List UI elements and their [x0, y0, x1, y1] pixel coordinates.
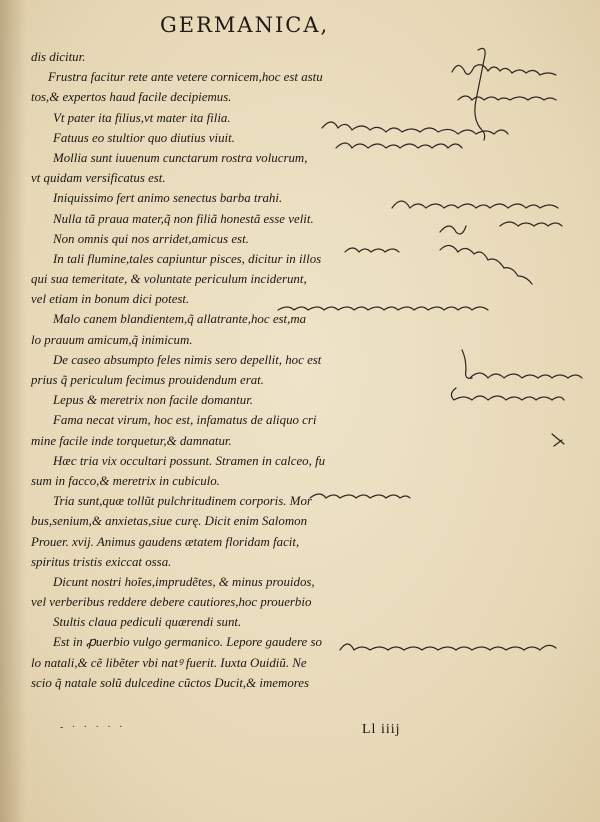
text-line: vel etiam in bonum dici potest.: [31, 292, 190, 307]
text-line: Dicunt nostri hoĩes,imprudẽtes, & minus prouidos,: [53, 574, 315, 589]
text-line: Frustra facitur rete ante vetere cornicem,hoc est astu: [48, 70, 323, 85]
marginal-note-13: [340, 644, 556, 650]
text-line: qui sua temeritate, & voluntate periculum inciderunt,: [31, 272, 307, 287]
text-line: vt quidam versificatus est.: [31, 171, 166, 186]
text-line: De caseo absumpto feles nimis sero depellit, hoc est: [53, 352, 322, 367]
marginal-note-11: [552, 434, 564, 446]
text-line: dis dicitur.: [31, 50, 86, 64]
marginal-note-9: [462, 350, 582, 378]
text-line: tos,& expertos haud facile decipiemus.: [31, 90, 232, 105]
text-line: Vt pater ita filius,vt mater ita filia.: [53, 110, 231, 125]
text-line: bus,senium,& anxietas,siue curę. Dicit enim Salomon: [31, 514, 308, 529]
marginal-note-7: [345, 245, 532, 284]
text-line: sum in facco,& meretrix in cubiculo.: [31, 473, 220, 488]
text-line: Est in ꝓuerbio vulgo germanico. Lepore gaudere so: [53, 635, 322, 650]
catchword-dots: - · · · · ·: [60, 722, 126, 733]
text-line: Tria sunt,quæ tollũt pulchritudinem corporis. Mor: [53, 494, 312, 509]
running-head: GERMANICA,: [160, 13, 330, 37]
text-line: Malo canem blandientem,q̃ allatrante,hoc est,ma: [53, 312, 307, 327]
text-line: Lepus & meretrix non facile domantur.: [53, 393, 254, 408]
text-line: Prouer. xvij. Animus gaudens ætatem floridam facit,: [31, 534, 300, 549]
text-line: mine facile inde torquetur,& damnatur.: [31, 433, 232, 448]
marginal-note-4: [336, 143, 462, 148]
text-line: Fatuus eo stultior quo diutius viuit.: [53, 130, 235, 145]
text-line: Mollia sunt iuuenum cunctarum rostra volucrum,: [53, 150, 308, 165]
text-line: Hæc tria vix occultari possunt. Stramen in calceo, fu: [53, 453, 326, 468]
marginal-note-10: [451, 388, 564, 400]
text-line: Nulla tã praua mater,q̃ non filiã honestã esse velit.: [53, 211, 314, 226]
text-line: lo natali,& cẽ libẽter vbi natꝰ fuerit. Iuxta Ouidiũ. Ne: [31, 655, 307, 670]
text-line: Stultis claua pediculi quærendi sunt.: [53, 615, 242, 630]
text-line: scio q̃ natale solũ dulcedine cũctos Ducit,& imemores: [31, 675, 310, 690]
signature-mark: Ll iiij: [362, 722, 401, 737]
text-line: prius q̃ periculum fecimus prouidendum erat.: [31, 373, 264, 387]
marginal-bracket: [475, 48, 485, 140]
marginal-note-1: [452, 65, 556, 75]
text-line: spiritus tristis exiccat ossa.: [31, 554, 172, 569]
marginal-note-5: [392, 201, 558, 208]
text-line: Iniquissimo fert animo senectus barba trahi.: [53, 191, 283, 206]
marginal-note-6: [440, 222, 562, 234]
text-line: In tali flumine,tales capiuntur pisces, dicitur in illos: [53, 251, 322, 266]
text-line: lo prauum amicum,q̃ inimicum.: [31, 332, 193, 347]
text-line: Non omnis qui nos arridet,amicus est.: [53, 231, 249, 246]
marginal-note-12: [310, 494, 410, 498]
text-line: vel verberibus reddere debere cautiores,hoc prouerbio: [31, 595, 312, 610]
marginal-note-2: [458, 96, 556, 100]
marginal-note-8: [278, 307, 488, 310]
text-line: Fama necat virum, hoc est, infamatus de aliquo cri: [53, 413, 317, 428]
